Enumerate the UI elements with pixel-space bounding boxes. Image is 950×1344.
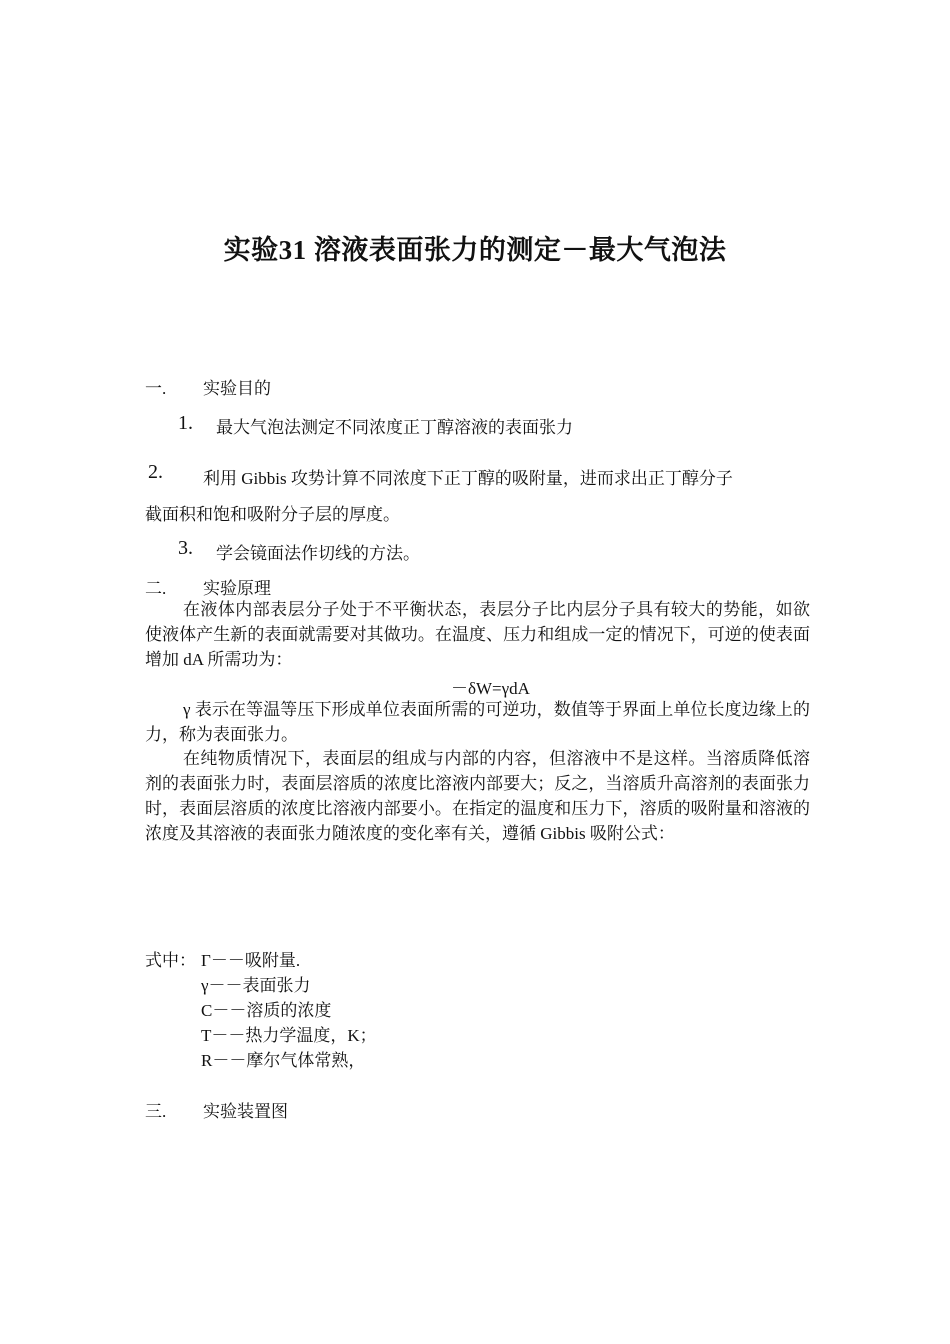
aim-1-text: 最大气泡法测定不同浓度正丁醇溶液的表面张力: [216, 418, 573, 437]
aim-2-number: 2.: [148, 461, 163, 483]
work-formula: －δW=γdA: [451, 679, 530, 698]
aim-3-number: 3.: [178, 537, 193, 559]
section-3-heading: 实验装置图: [203, 1102, 288, 1121]
section-2-number: 二.: [145, 579, 167, 598]
legend-item-gas-constant: R－－摩尔气体常熟，: [201, 1051, 366, 1070]
principle-paragraph-1: 在液体内部表层分子处于不平衡状态，表层分子比内层分子具有较大的势能，如欲使液体产生新的表面就需要对其做功。在温度、压力和组成一定的情况下，可逆的使表面增加 dA 所需功为：: [145, 600, 810, 669]
section-1-heading: 实验目的: [203, 379, 271, 398]
legend-prefix: 式中：: [145, 951, 196, 970]
legend-item-concentration: C－－溶质的浓度: [201, 1001, 332, 1020]
aim-1-number: 1.: [178, 412, 193, 434]
legend-item-temperature: T－－热力学温度，K；: [201, 1026, 377, 1045]
legend-item-gamma: γ－－表面张力: [201, 976, 311, 995]
principle-paragraph-3: 在纯物质情况下，表面层的组成与内部的内容，但溶液中不是这样。当溶质降低溶剂的表面张力时，表面层溶质的浓度比溶液内部要大；反之，当溶质升高溶剂的表面张力时，表面层溶质的浓度比溶液内部要小。在指定的温度和压力下，溶质的吸附量和溶液的浓度及其溶液的表面张力随浓度的变化率有关，遵循 Gibbis 吸附公式：: [145, 749, 810, 843]
principle-paragraph-2: γ 表示在等温等压下形成单位表面所需的可逆功，数值等于界面上单位长度边缘上的力，称为表面张力。: [145, 700, 810, 744]
section-3-number: 三.: [145, 1102, 167, 1121]
section-2-heading: 实验原理: [203, 579, 271, 598]
section-1-number: 一.: [145, 379, 167, 398]
aim-2-text-continued: 截面积和饱和吸附分子层的厚度。: [145, 505, 400, 524]
document-title: 实验31 溶液表面张力的测定－最大气泡法: [223, 235, 727, 265]
legend-item-gamma-uppercase: Γ－－吸附量.: [201, 951, 301, 970]
aim-2-text: 利用 Gibbis 攻势计算不同浓度下正丁醇的吸附量，进而求出正丁醇分子: [203, 469, 733, 488]
aim-3-text: 学会镜面法作切线的方法。: [216, 544, 420, 563]
